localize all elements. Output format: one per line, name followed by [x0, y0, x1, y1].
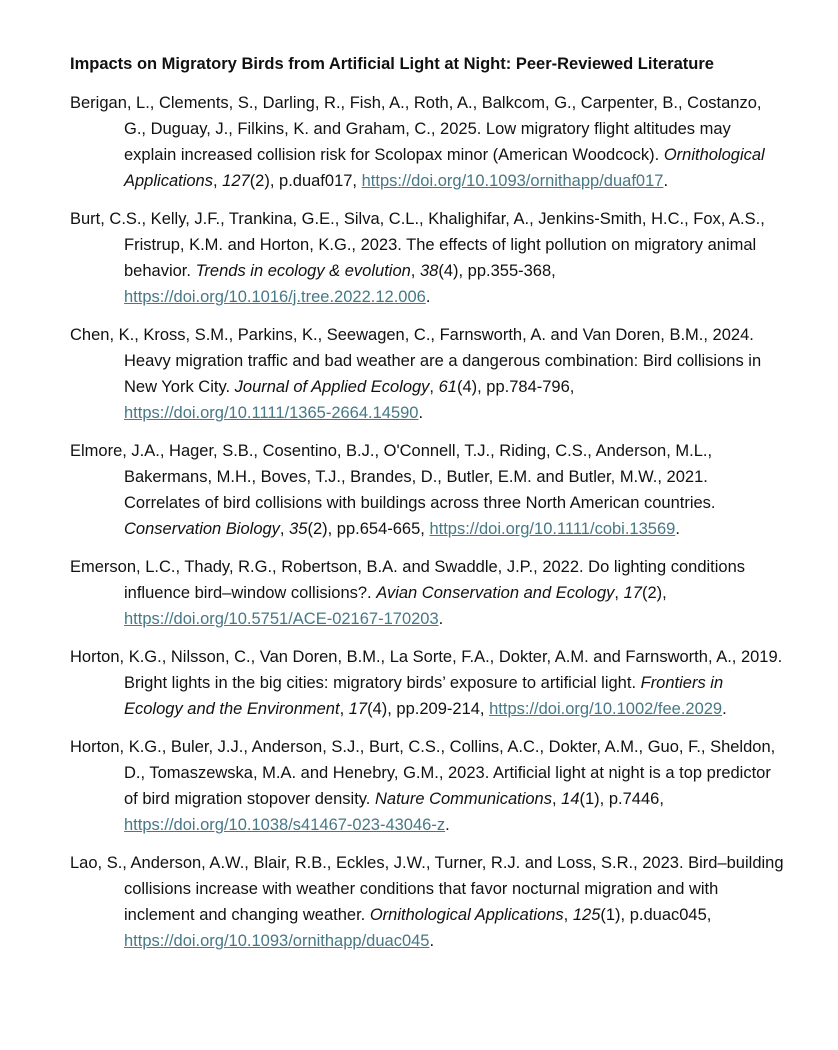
- reference-doi-link[interactable]: https://doi.org/10.1093/ornithapp/duac045: [124, 932, 430, 950]
- reference-doi-link[interactable]: https://doi.org/10.1111/cobi.13569: [429, 520, 676, 538]
- reference-doi-link[interactable]: https://doi.org/10.1016/j.tree.2022.12.006: [124, 288, 426, 306]
- reference-separator: ,: [563, 906, 573, 924]
- reference-separator: ,: [551, 790, 562, 808]
- reference-volume: 125: [572, 906, 601, 924]
- reference-volume: 14: [561, 790, 580, 808]
- reference-journal: Nature Communications: [374, 790, 552, 808]
- reference-separator: ,: [279, 520, 290, 538]
- reference-text: Emerson, L.C., Thady, R.G., Robertson, B.A. and Swaddle, J.P., 2022. Do lighting conditions influence bird–window collisions?.: [70, 558, 746, 602]
- reference-volume: 127: [222, 172, 250, 190]
- reference-end: .: [445, 816, 450, 834]
- reference-doi-link[interactable]: https://doi.org/10.1002/fee.2029: [489, 700, 723, 718]
- reference-end: .: [418, 404, 424, 422]
- reference-entry: [70, 850, 786, 954]
- reference-issue-pages: (2),: [641, 584, 667, 602]
- reference-separator: ,: [339, 700, 349, 718]
- reference-text: Horton, K.G., Nilsson, C., Van Doren, B.M., La Sorte, F.A., Dokter, A.M. and Farnsworth, A., 2019. Bright lights in the big cities: migratory birds’ exposure to artificial light.: [70, 648, 783, 692]
- reference-volume: 35: [289, 520, 308, 538]
- reference-issue-pages: (4), pp.784-796,: [456, 378, 575, 396]
- reference-volume: 17: [348, 700, 368, 718]
- reference-end: .: [425, 288, 431, 306]
- reference-text: Horton, K.G., Buler, J.J., Anderson, S.J., Burt, C.S., Collins, A.C., Dokter, A.M., Guo, F., Sheldon, D., Tomaszewska, M.A. and Henebry, G.M., 2023. Artificial light at night is a top predictor of bird migration stopover density.: [70, 738, 776, 808]
- reference-end: .: [663, 172, 669, 190]
- reference-entry: [70, 90, 786, 194]
- reference-end: .: [429, 932, 435, 950]
- reference-text: Elmore, J.A., Hager, S.B., Cosentino, B.J., O'Connell, T.J., Riding, C.S., Anderson, M.L., Bakermans, M.H., Boves, T.J., Brandes, D., Butler, E.M. and Butler, M.W., 2021. Correlates of bird collisions with buildings across three North American countries.: [70, 442, 716, 512]
- reference-separator: ,: [614, 584, 624, 602]
- reference-text: Lao, S., Anderson, A.W., Blair, R.B., Eckles, J.W., Turner, R.J. and Loss, S.R., 2023. Bird–building collisions increase with weather conditions that favor nocturnal migration and with inclement and changing weather.: [70, 854, 784, 924]
- reference-entry: [70, 734, 786, 838]
- reference-text: Burt, C.S., Kelly, J.F., Trankina, G.E., Silva, C.L., Khalighifar, A., Jenkins-Smith, H.C., Fox, A.S., Fristrup, K.M. and Horton, K.G., 2023. The effects of light pollution on migratory animal behavior.: [70, 210, 765, 280]
- reference-end: .: [722, 700, 727, 718]
- reference-entry: [70, 554, 786, 632]
- reference-list: [70, 90, 786, 954]
- reference-volume: 38: [419, 262, 439, 280]
- reference-volume: 17: [623, 584, 642, 602]
- reference-journal: Ornithological Applications: [369, 906, 564, 924]
- reference-entry: [70, 322, 786, 426]
- reference-issue-pages: (2), pp.654-665,: [307, 520, 430, 538]
- reference-text: Chen, K., Kross, S.M., Parkins, K., Seewagen, C., Farnsworth, A. and Van Doren, B.M., 2024. Heavy migration traffic and bad weather are a dangerous combination: Bird collisions in New York City.: [70, 326, 762, 396]
- reference-issue-pages: (1), p.7446,: [579, 790, 664, 808]
- reference-doi-link[interactable]: https://doi.org/10.1038/s41467-023-43046-z: [124, 816, 446, 834]
- reference-journal: Trends in ecology & evolution: [195, 262, 411, 280]
- reference-issue-pages: (1), p.duac045,: [600, 906, 712, 924]
- reference-separator: ,: [212, 172, 223, 190]
- reference-end: .: [675, 520, 680, 538]
- reference-journal: Avian Conservation and Ecology: [376, 584, 615, 602]
- reference-issue-pages: (4), pp.355-368,: [438, 262, 556, 280]
- reference-entry: [70, 206, 786, 310]
- reference-separator: ,: [429, 378, 439, 396]
- document-title: Impacts on Migratory Birds from Artificial Light at Night: Peer-Reviewed Literature: [70, 55, 714, 73]
- reference-entry: [70, 644, 786, 722]
- reference-journal: Conservation Biology: [124, 520, 280, 538]
- reference-issue-pages: (4), pp.209-214,: [367, 700, 490, 718]
- reference-journal: Ornithological Applications: [124, 146, 765, 190]
- reference-doi-link[interactable]: https://doi.org/10.1093/ornithapp/duaf017: [361, 172, 664, 190]
- reference-issue-pages: (2), p.duaf017,: [249, 172, 362, 190]
- reference-entry: [70, 438, 786, 542]
- reference-journal: Journal of Applied Ecology: [234, 378, 430, 396]
- reference-journal: Frontiers in Ecology and the Environment: [124, 674, 724, 718]
- reference-doi-link[interactable]: https://doi.org/10.5751/ACE-02167-170203: [124, 610, 439, 628]
- reference-text: Berigan, L., Clements, S., Darling, R., Fish, A., Roth, A., Balkcom, G., Carpenter, B., Costanzo, G., Duguay, J., Filkins, K. and Graham, C., 2025. Low migratory flight altitudes may explain increased collision risk for Scolopax minor (American Woodcock).: [70, 94, 762, 164]
- reference-doi-link[interactable]: https://doi.org/10.1111/1365-2664.14590: [124, 404, 419, 422]
- reference-end: .: [438, 610, 444, 628]
- reference-separator: ,: [410, 262, 420, 280]
- document-page: [70, 52, 786, 966]
- reference-volume: 61: [438, 378, 457, 396]
